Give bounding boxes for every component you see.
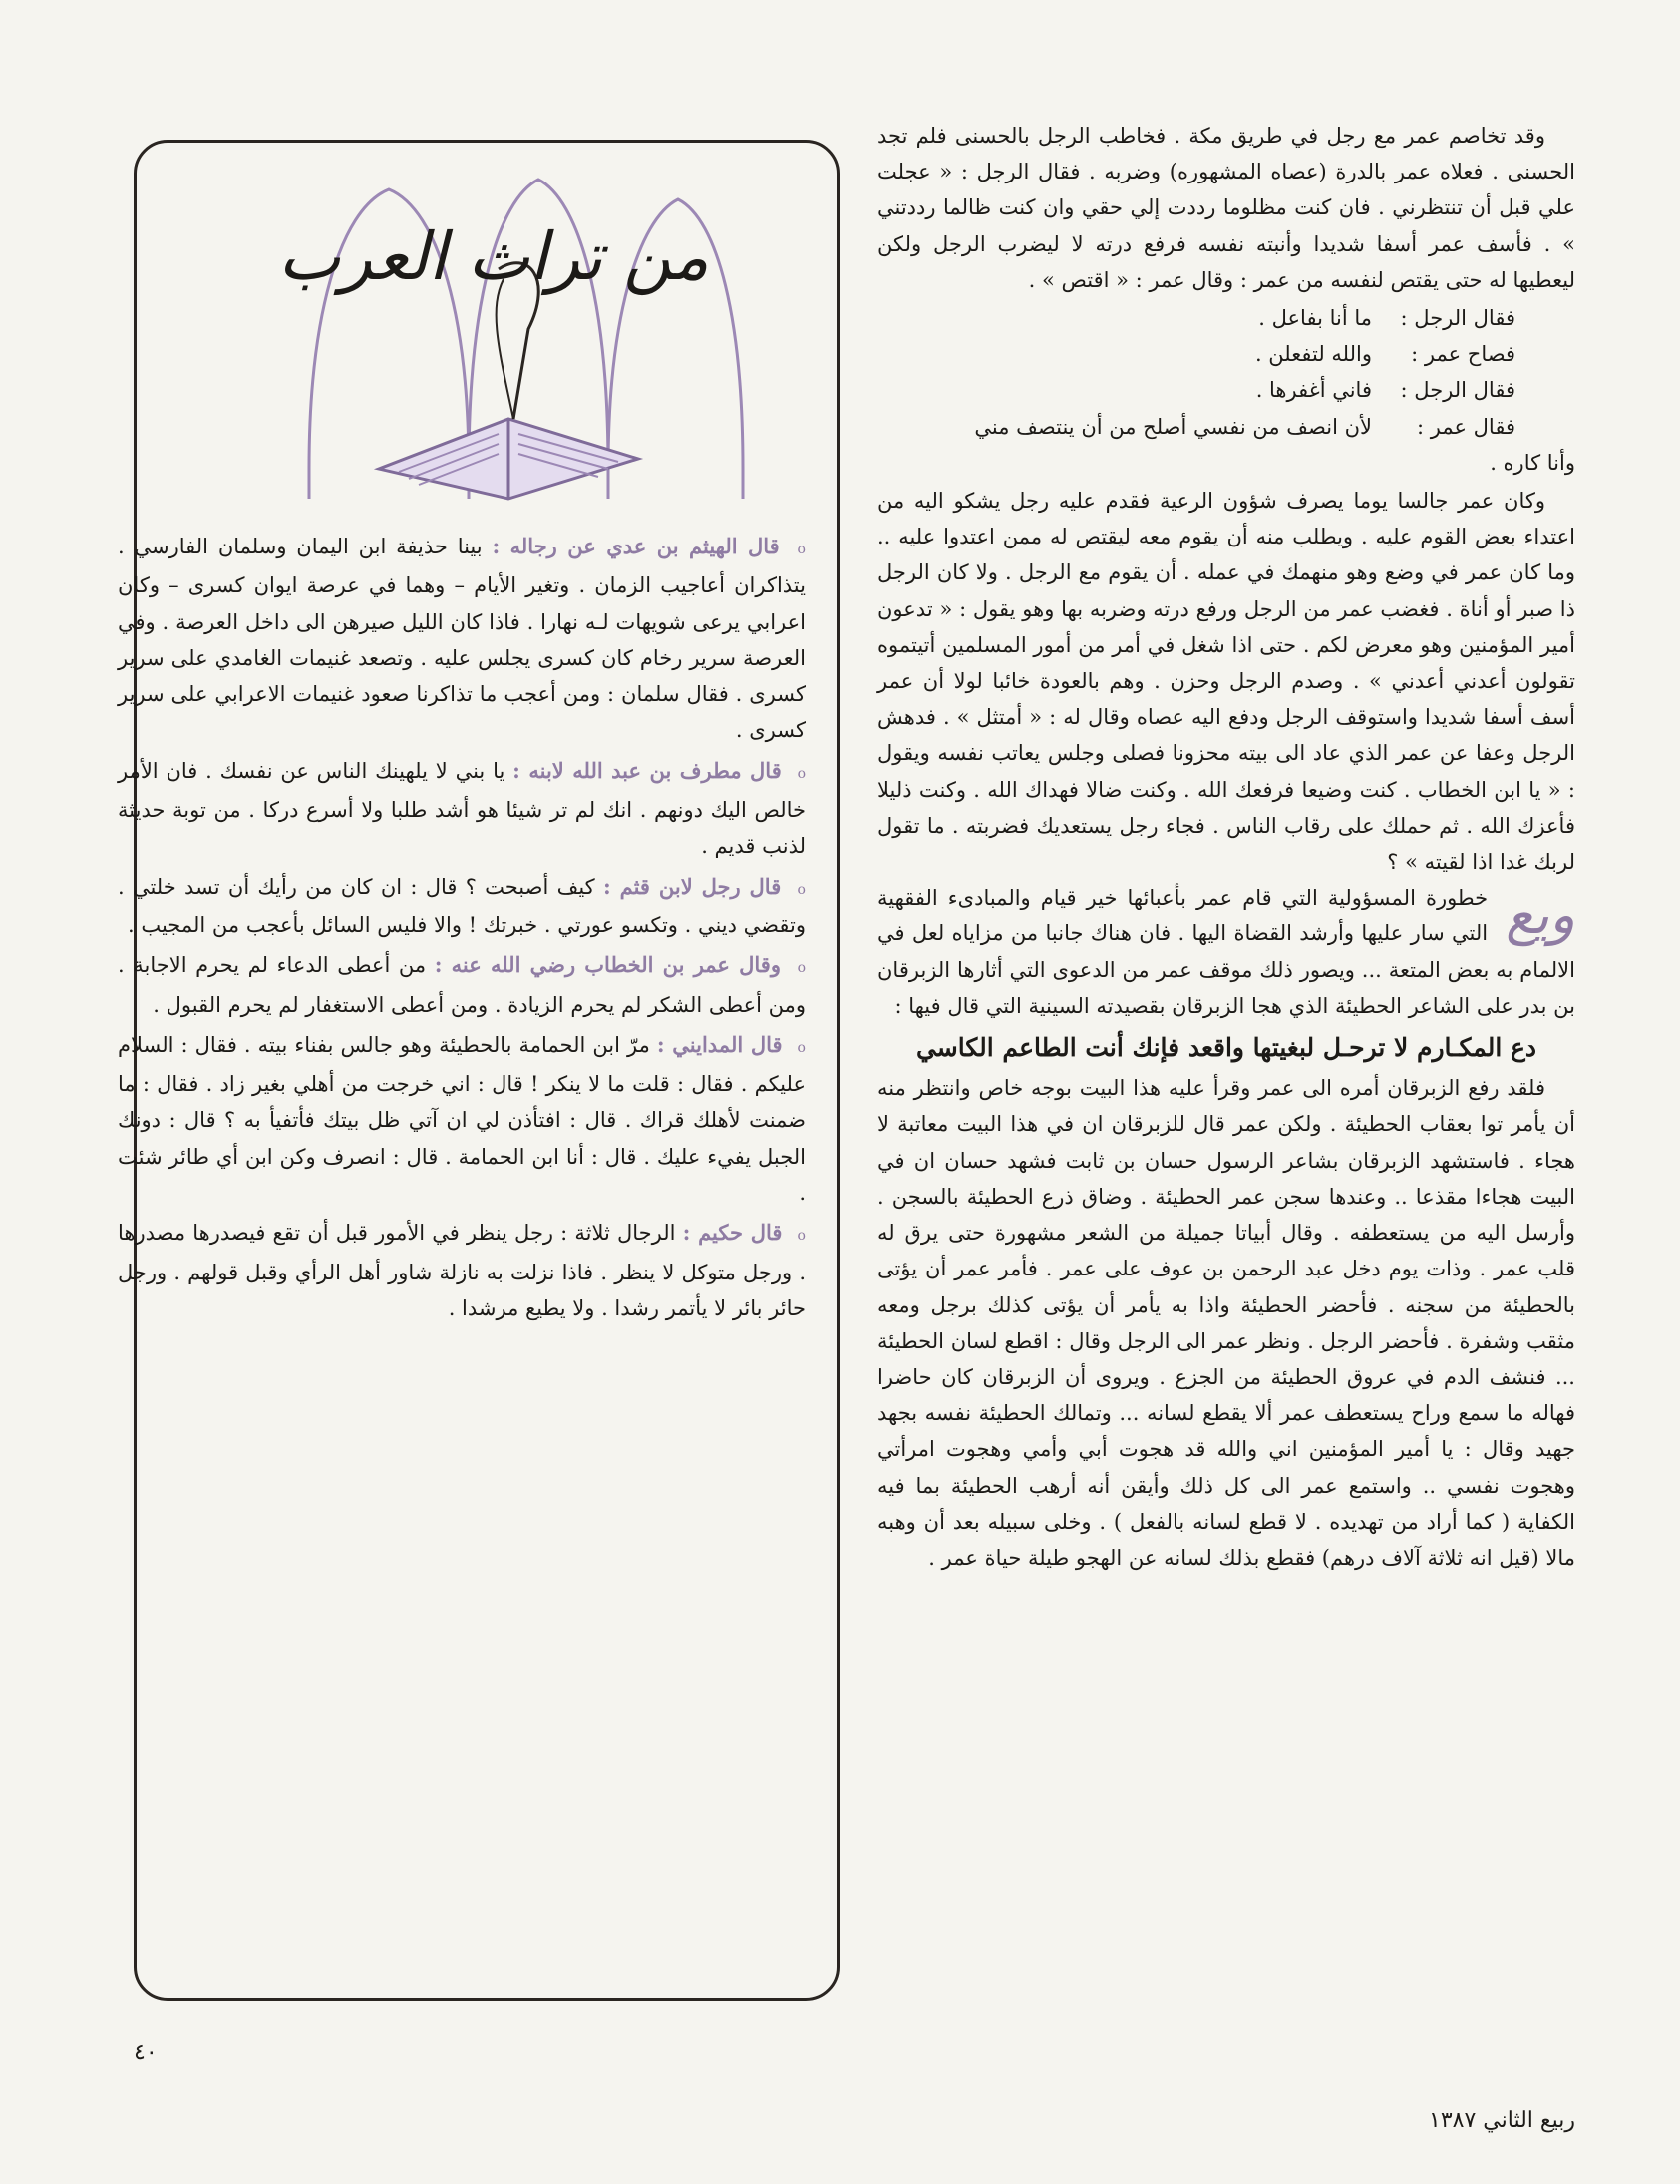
dialogue-speech: فاني أغفرها . xyxy=(1255,378,1372,403)
page-number: ٤٠ xyxy=(134,2040,158,2065)
saying-text: بينا حذيفة ابن اليمان وسلمان الفارسي . يتذاكران أعاجيب الزمان . وتغير الأيام – وهما في عرصة ايوان كسرى – وكان اعرابي يرعى شويهات لـه نهارا . فاذا كان الليل صيرهن الى داخل العرصة . وفي العرصة سرير رخام كان كسرى يجلس عليه . وتصعد غنيمات الغامدي على سرير كسرى . فقال سلمان : ومن أعجب ما تذاكرنا صعود غنيمات الاعرابي على سرير كسرى . xyxy=(118,535,806,743)
saying-entry xyxy=(118,529,806,749)
bullet-icon: o xyxy=(797,881,806,898)
saying-text: يا بني لا يلهينك الناس عن نفسك . فان الأمر خالص اليك دونهم . انك لم تر شيئا هو أشد طلبا ولا أسرع دركا . من توبة حديثة لذنب قديم . xyxy=(118,758,806,859)
dialogue-tail: وأنا كاره . xyxy=(1490,450,1575,475)
saying-text: من أعطى الدعاء لم يحرم الاجابة . ومن أعطى الشكر لم يحرم الزيادة . ومن أعطى الاستغفار لم يحرم القبول . xyxy=(118,953,806,1017)
dialogue-speech: ما أنا بفاعل . xyxy=(1258,306,1372,331)
main-article xyxy=(877,118,1575,2012)
article-paragraph-2: وكان عمر جالسا يوما يصرف شؤون الرعية فقدم عليه رجل يشكو اليه من اعتداء بعض القوم عليه . ويطلب منه أن يقوم معه ليقتص له ممن اعتدوا عليه .. وما كان عمر في وضع وهو منهمك في عمله . أن يقوم مع الرجل . ولا كان الرجل ذا صبر أو أناة . فغضب عمر من الرجل ورفع درته وضربه بها وهو يقول : « تدعون أمير المؤمنين وهو معرض لكم . حتى اذا شغل في أمر من أمور المسلمين أتيتموه تقولون أعدني أعدني » . وصدم الرجل وحزن . وهم بالعودة خائبا لولا أن عمر أسف أسفا شديدا واستوقف الرجل ودفع اليه عصاه وقال له : « أمتثل » . فدهش الرجل وعفا عن عمر الذي عاد الى بيته محزونا فصلى وجلس يعاتب نفسه ويقول : « يا ابن الخطاب . كنت وضيعا فرفعك الله . وكنت ضالا فهداك الله . وكنت ذليلا فأعزك الله . ثم حملك على رقاب الناس . فجاء رجل يستعديك فضربته . ما تقول لربك غدا اذا لقيته » ؟ xyxy=(877,489,1575,875)
article-paragraph-4: فلقد رفع الزبرقان أمره الى عمر وقرأ عليه هذا البيت بوجه خاص وانتظر منه أن يأمر توا بعقاب الحطيئة . ولكن عمر قال للزبرقان ان في هذا البيت معاتبة لا هجاء . فاستشهد الزبرقان بشاعر الرسول حسان بن ثابت فشهد حسان ان في البيت هجاءا مقذعا .. وعندها سجن عمر الحطيئة . وضاق ذرع الحطيئة بالسجن . وأرسل اليه من يستعطفه . وقال أبياتا جميلة من الشعر مشهورة حتى يرق له قلب عمر . وذات يوم دخل عبد الرحمن بن عوف على عمر . فأمر عمر أن يؤتى بالحطيئة من سجنه . فأحضر الحطيئة واذا به يأمر أن يؤتى كذلك برجل ومعه مثقب وشفرة . فأحضر الرجل . ونظر عمر الى الرجل وقال : اقطع لسان الحطيئة ... فنشف الدم في عروق الحطيئة من الجزع . ويروى أن الزبرقان كان حاضرا فهاله ما سمع وراح يستعطف عمر ألا يقطع لسانه ... وتمالك الحطيئة نفسه بجهد جهيد وقال : يا أمير المؤمنين اني والله قد هجوت أبي وأمي وهجوت امرأتي وهجوت نفسي .. واستمع عمر الى كل ذلك وأيقن أنه أرهب الحطيئة بما فيه الكفاية ( كما أراد من تهديده . لا قطع لسانه بالفعل ) . وخلى سبيله بعد أن وهبه مالا (قيل انه ثلاثة آلاف درهم) فقطع بذلك لسانه عن الهجو طيلة حياة عمر . xyxy=(877,1076,1575,1570)
saying-speaker: قال الهيثم بن عدي عن رجاله : xyxy=(492,534,780,558)
saying-speaker: قال حكيم : xyxy=(682,1220,783,1246)
saying-text: الرجال ثلاثة : رجل ينظر في الأمور قبل أن تقع فيصدرها مصدرها . ورجل متوكل لا ينظر . فاذا نزلت به نازلة شاور أهل الرأي وقبل قولهم . ورجل حائر بائر لا يأتمر رشدا . ولا يطيع مرشدا . xyxy=(118,1221,806,1320)
dialogue-speaker: فقال الرجل : xyxy=(1400,306,1515,331)
emblem-title: من تراث العرب xyxy=(278,218,709,295)
bullet-icon: o xyxy=(797,1228,806,1245)
bullet-icon: o xyxy=(797,765,807,782)
saying-text: مرّ ابن الحمامة بالحطيئة وهو جالس بفناء بيته . فقال : السلام عليكم . فقال : قلت ما لا ينكر ! قال : اني خرجت من أهلي بغير زاد . فقال : ما ضمنت لأهلك قراك . قال : افتأذن لي ان آتي ظل بيتك فأتفيأ به ؟ قال : دونك الجبل يفيء عليك . قال : أنا ابن الحمامة . قال : انصرف وكن ابن أي طائر شئت . xyxy=(118,1032,806,1206)
saying-speaker: قال رجل لابن قثم : xyxy=(602,873,782,899)
poem-verse: دع المكـارم لا ترحـل لبغيتها واقعد فإنك أنت الطاعم الكاسي xyxy=(915,1033,1537,1063)
article-paragraph-1: وقد تخاصم عمر مع رجل في طريق مكة . فخاطب الرجل بالحسنى فلم تجد الحسنى . فعلاه عمر بالدرة (عصاه المشهوره) وضربه . فقال الرجل : « عجلت علي قبل أن تنتظرني . فان كنت مظلوما رددت إلي حقي وان كنت ظالما رددتني » . فأسف عمر أسفا شديدا وأنبته نفسه فرفع درته لا ليضرب الرجل ولكن ليعطيها له حتى يقتص لنفسه من عمر : وقال عمر : « اقتص » . xyxy=(877,124,1575,292)
saying-speaker: قال مطرف بن عبد الله لابنه : xyxy=(512,757,782,783)
dialogue-speaker: فقال عمر : xyxy=(1416,414,1515,439)
dialogue-speaker: فصاح عمر : xyxy=(1411,342,1515,367)
saying-speaker: وقال عمر بن الخطاب رضي الله عنه : xyxy=(434,952,781,978)
dialogue-line xyxy=(877,336,1575,372)
dialogue-exchange xyxy=(877,300,1575,481)
saying-entry xyxy=(118,1027,806,1211)
article-paragraph-3: خطورة المسؤولية التي قام عمر بأعبائها خير قيام والمبادىء الفقهية التي سار عليها وأرشد القضاة اليها . فان هناك جانبا من مزاياه لعل في الالمام به بعض المتعة ... ويصور ذلك موقف عمر من الدعوى التي أثارها الزبرقان بن بدر على الشاعر الحطيئة الذي هجا الزبرقان بقصيدته السينية التي قال فيها : xyxy=(877,886,1575,1018)
dialogue-speech: لأن انصف من نفسي أصلح من أن ينتصف مني xyxy=(974,414,1372,439)
bullet-icon: o xyxy=(797,1039,806,1056)
section-ornament-word: ويع xyxy=(1506,884,1575,947)
dialogue-line xyxy=(877,300,1575,336)
issue-date-footer: ربيع الثاني ١٣٨٧ xyxy=(1429,2108,1575,2133)
saying-entry xyxy=(118,753,806,865)
dialogue-line xyxy=(877,372,1575,408)
bullet-icon: o xyxy=(797,960,806,977)
sayings-list xyxy=(118,529,806,1330)
section-break xyxy=(877,880,1575,1024)
saying-text: كيف أصبحت ؟ قال : ان كان من رأيك أن تسد خلتي . وتقضي ديني . وتكسو عورتي . خبرتك ! والا فليس السائل بأعجب من المجيب . xyxy=(118,874,806,937)
saying-speaker: قال المدايني : xyxy=(656,1031,783,1057)
saying-entry xyxy=(118,1215,806,1326)
dialogue-speech: والله لتفعلن . xyxy=(1254,342,1372,367)
saying-entry xyxy=(118,869,806,944)
open-book-icon xyxy=(379,419,638,499)
dialogue-line xyxy=(877,409,1575,445)
bullet-icon: o xyxy=(797,542,806,557)
heritage-emblem xyxy=(169,170,818,509)
saying-entry xyxy=(118,947,806,1023)
dialogue-speaker: فقال الرجل : xyxy=(1400,378,1515,403)
